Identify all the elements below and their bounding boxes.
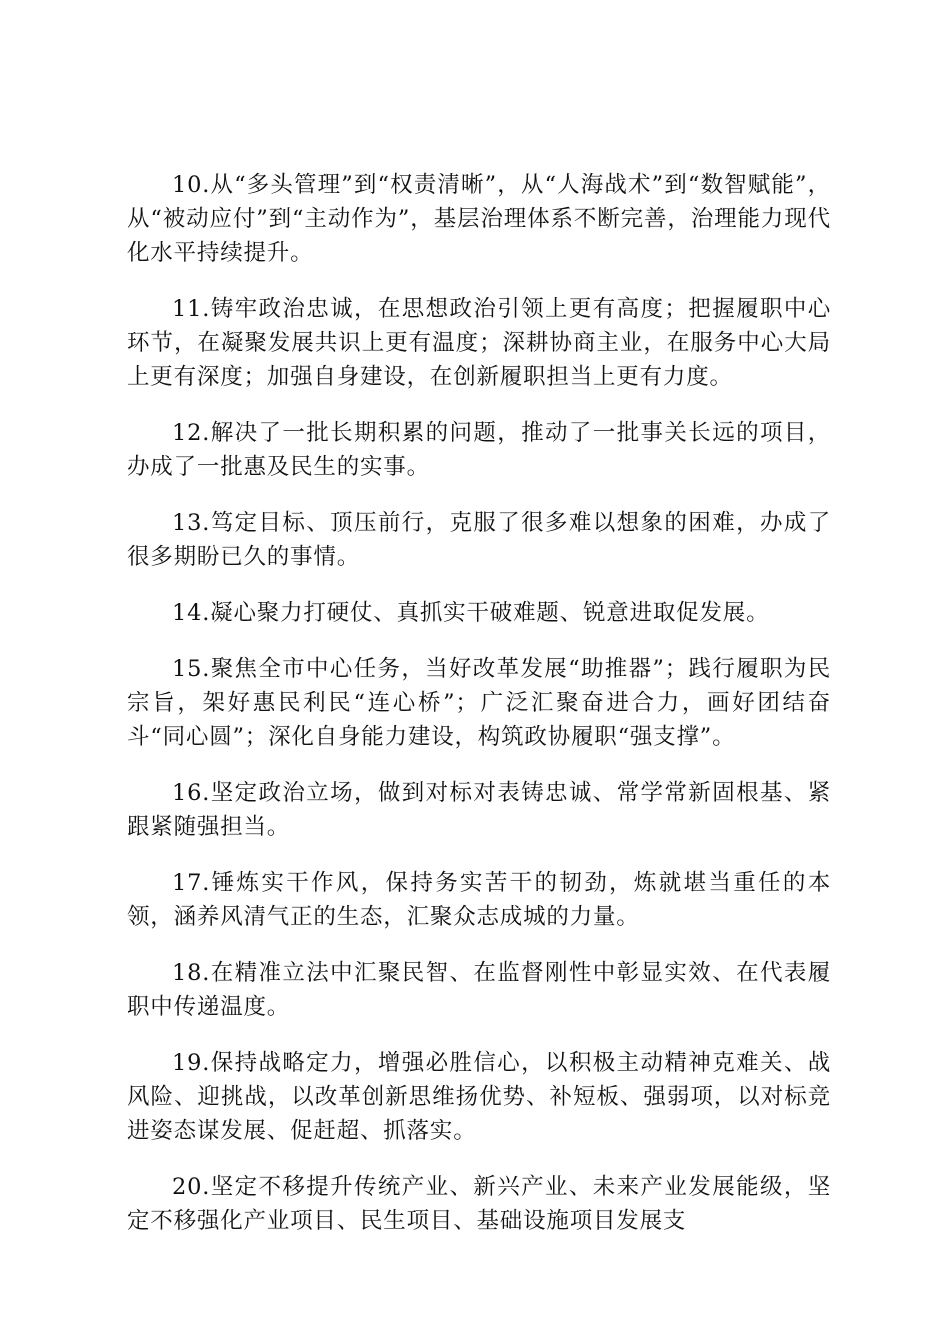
paragraph-16: 16.坚定政治立场，做到对标对表铸忠诚、常学常新固根基、紧跟紧随强担当。: [127, 780, 831, 840]
paragraph-13: 13.笃定目标、顶压前行，克服了很多难以想象的困难，办成了很多期盼已久的事情。: [127, 510, 831, 570]
paragraph-11: 11.铸牢政治忠诚，在思想政治引领上更有高度；把握履职中心环节，在凝聚发展共识上更有温度；深耕协商主业，在服务中心大局上更有深度；加强自身建设，在创新履职担当上更有力度。: [127, 296, 831, 390]
paragraph-18: 18.在精准立法中汇聚民智、在监督刚性中彰显实效、在代表履职中传递温度。: [127, 960, 831, 1020]
paragraph-14: 14.凝心聚力打硬仗、真抓实干破难题、锐意进取促发展。: [172, 600, 770, 626]
paragraph-20: 20.坚定不移提升传统产业、新兴产业、未来产业发展能级，坚定不移强化产业项目、民生项目、基础设施项目发展支: [127, 1174, 831, 1234]
paragraph-17: 17.锤炼实干作风，保持务实苦干的韧劲，炼就堪当重任的本领，涵养风清气正的生态，汇聚众志成城的力量。: [127, 870, 831, 930]
paragraph-12: 12.解决了一批长期积累的问题，推动了一批事关长远的项目，办成了一批惠及民生的实事。: [127, 420, 831, 480]
document-body: [127, 168, 831, 1260]
paragraph-15: 15.聚焦全市中心任务，当好改革发展“助推器”；践行履职为民宗旨，架好惠民利民“连心桥”；广泛汇聚奋进合力，画好团结奋斗“同心圆”；深化自身能力建设，构筑政协履职“强支撑”。: [127, 656, 831, 750]
paragraph-10: 10.从“多头管理”到“权责清晰”，从“人海战术”到“数智赋能”，从“被动应付”到“主动作为”，基层治理体系不断完善，治理能力现代化水平持续提升。: [127, 172, 831, 266]
paragraph-19: 19.保持战略定力，增强必胜信心，以积极主动精神克难关、战风险、迎挑战，以改革创新思维扬优势、补短板、强弱项，以对标竞进姿态谋发展、促赶超、抓落实。: [127, 1050, 831, 1144]
